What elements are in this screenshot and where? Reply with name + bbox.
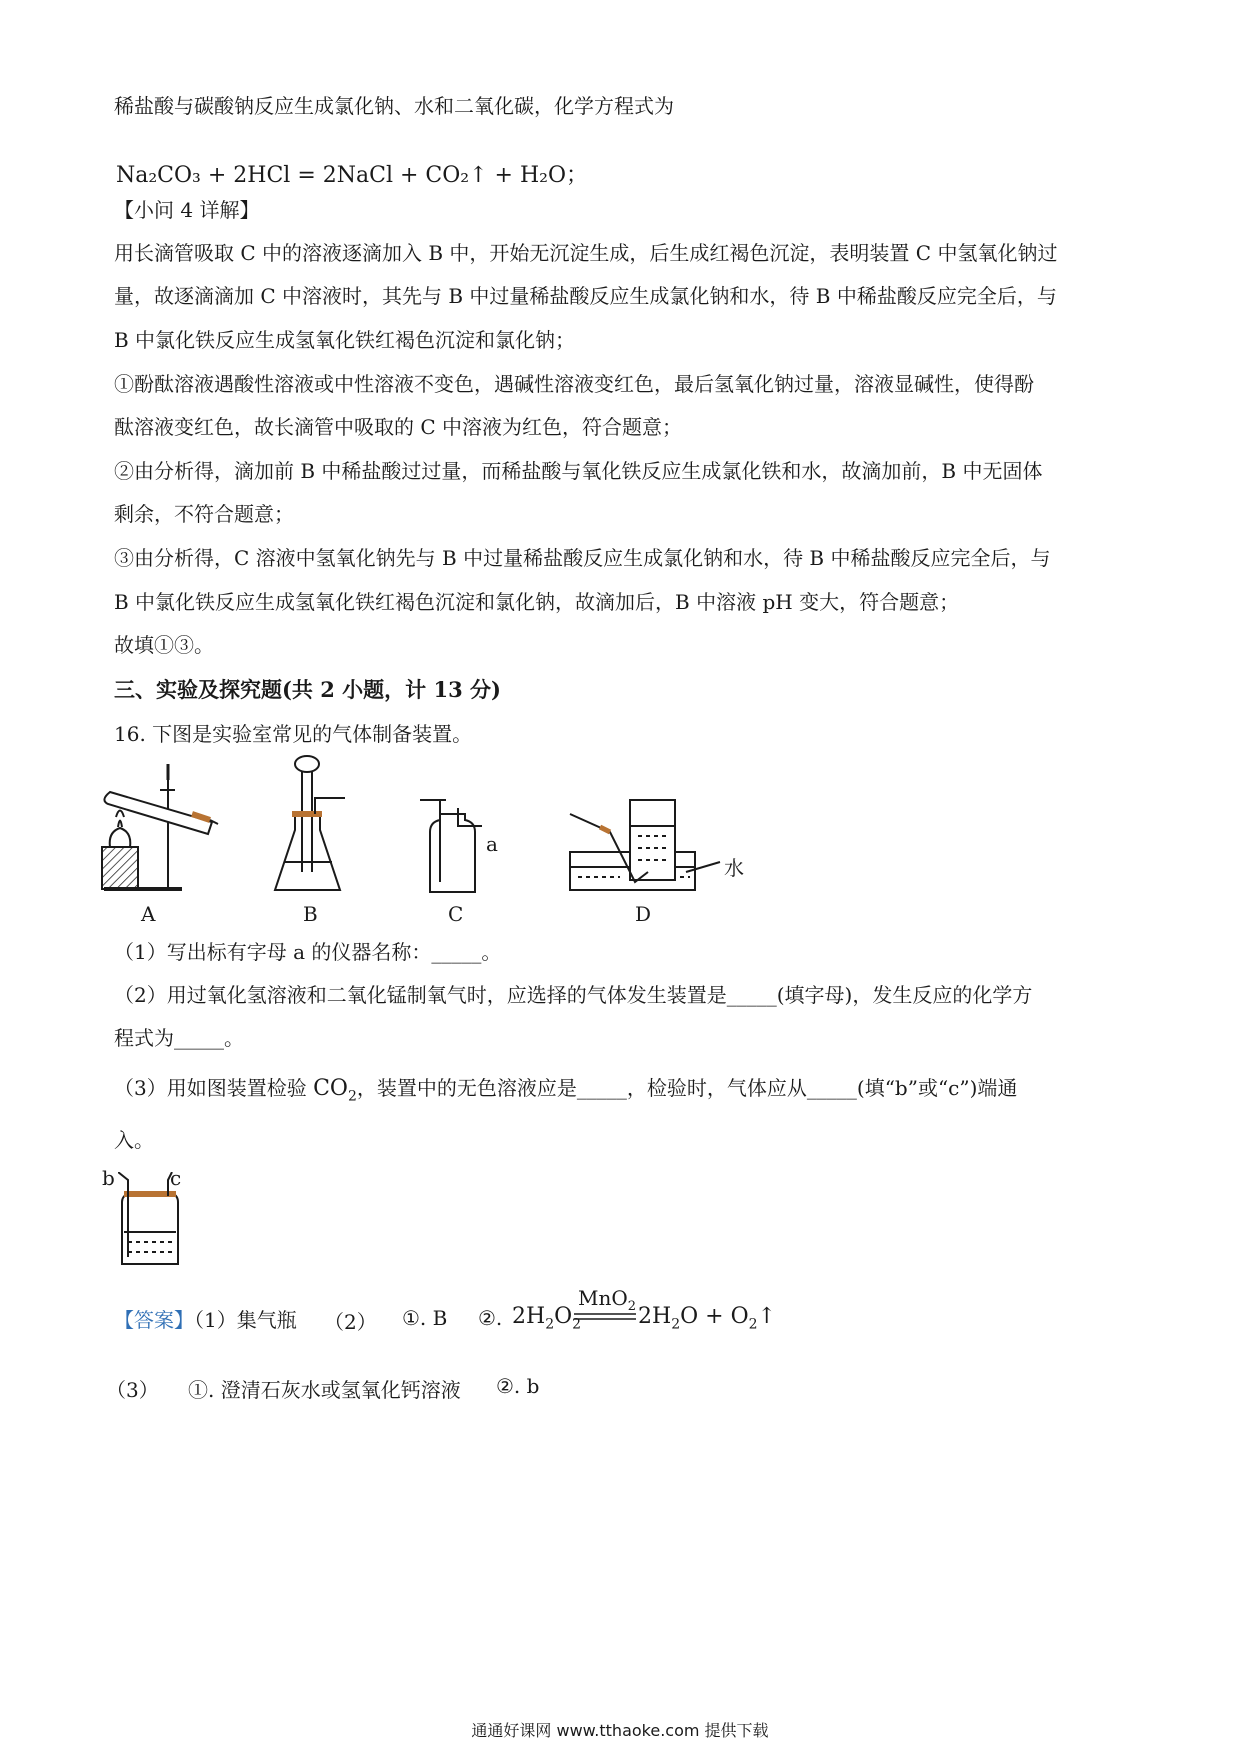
paragraph-line: 故填①③。 (114, 633, 214, 657)
paragraph: 稀盐酸与碳酸钠反应生成氯化钠、水和二氧化碳，化学方程式为 (114, 94, 674, 118)
equation-double-line (574, 1312, 636, 1322)
figure-label-b: B (303, 902, 318, 926)
page-footer: 通通好课网 www.tthaoke.com 提供下载 (471, 1721, 769, 1740)
apparatus-figure (100, 752, 820, 912)
answer-3-label: （3） (106, 1378, 159, 1402)
q3-prefix: （3）用如图装置检验 (114, 1076, 314, 1100)
eq-right-sub: 2 (671, 1316, 681, 1333)
paragraph-line: ③由分析得，C 溶液中氢氧化钠先与 B 中过量稀盐酸反应生成氯化钠和水，待 B 中稀盐酸反应完全后，与 (114, 546, 1051, 570)
paragraph-line: B 中氯化铁反应生成氢氧化铁红褐色沉淀和氯化钠，故滴加后，B 中溶液 pH 变大，符合题意； (114, 590, 960, 614)
answer-tag: 【答案】 (114, 1308, 194, 1332)
eq-right-h: 2H (638, 1304, 672, 1329)
bottle-label-c: c (170, 1166, 182, 1190)
paragraph-line: 量，故逐滴滴加 C 中溶液时，其先与 B 中过量稀盐酸反应生成氯化钠和水，待 B 中稀盐酸反应完全后，与 (114, 284, 1057, 308)
eq-left-h: 2H (512, 1304, 546, 1329)
label-a: a (486, 832, 498, 856)
answer-2-label: （2） (324, 1310, 377, 1334)
catalyst-sub: 2 (627, 1299, 637, 1314)
q3-suffix: ，装置中的无色溶液应是_____，检验时，气体应从_____(填“b”或“c”)端通 (356, 1076, 1018, 1100)
section-title: 三、实验及探究题(共 2 小题，计 13 分) (114, 677, 501, 702)
paragraph-line: B 中氯化铁反应生成氢氧化铁红褐色沉淀和氯化钠； (114, 328, 576, 352)
co2-formula (313, 1076, 357, 1105)
answer-2-1: ①. B (402, 1306, 448, 1330)
answer-1: （1）集气瓶 (194, 1308, 297, 1332)
chemical-equation: Na₂CO₃ + 2HCl = 2NaCl + CO₂↑ + H₂O； (116, 163, 589, 188)
subquestion-header: 【小问 4 详解】 (114, 198, 260, 222)
question-part-2-cont: 程式为_____。 (114, 1026, 244, 1050)
eq-right-sub2: 2 (748, 1316, 758, 1333)
question-stem: 16. 下图是实验室常见的气体制备装置。 (114, 722, 473, 746)
co2-sub: 2 (347, 1088, 357, 1105)
gas-washing-bottle (118, 1172, 198, 1272)
answer-equation-left (512, 1304, 581, 1332)
eq-left-sub2: 2 (572, 1316, 582, 1333)
paragraph-line: 酞溶液变红色，故长滴管中吸取的 C 中溶液为红色，符合题意； (114, 415, 683, 439)
eq-right-o: O + O (680, 1304, 749, 1329)
answer-3-1: ①. 澄清石灰水或氢氧化钙溶液 (188, 1378, 461, 1402)
co2-text: CO (313, 1076, 348, 1101)
paragraph-line: ①酚酞溶液遇酸性溶液或中性溶液不变色，遇碱性溶液变红色，最后氢氧化钠过量，溶液显碱性，使得酚 (114, 372, 1034, 396)
paragraph-line: 用长滴管吸取 C 中的溶液逐滴加入 B 中，开始无沉淀生成，后生成红褐色沉淀，表明装置 C 中氢氧化钠过 (114, 241, 1058, 265)
answer-3-2: ②. b (496, 1374, 540, 1398)
question-part-3 (114, 1074, 1129, 1110)
apparatus-d (570, 800, 720, 890)
label-water: 水 (724, 856, 744, 880)
apparatus-b (275, 756, 345, 890)
apparatus-a (102, 764, 218, 889)
figure-label-c: C (448, 902, 464, 926)
question-part-2: （2）用过氧化氢溶液和二氧化锰制氧气时，应选择的气体发生装置是_____(填字母)，发生反应的化学方 (114, 983, 1033, 1007)
figure-label-d: D (635, 902, 652, 926)
question-part-3-cont: 入。 (114, 1128, 154, 1152)
gas-arrow: ↑ (757, 1304, 776, 1329)
paragraph-line: 剩余，不符合题意； (114, 502, 294, 526)
answer-equation-right (638, 1304, 776, 1332)
catalyst-text: MnO (578, 1286, 628, 1310)
paragraph-line: ②由分析得，滴加前 B 中稀盐酸过过量，而稀盐酸与氧化铁反应生成氯化铁和水，故滴加前，B 中无固体 (114, 459, 1043, 483)
question-part-1: （1）写出标有字母 a 的仪器名称：_____。 (114, 940, 502, 964)
bottle-label-b: b (102, 1166, 115, 1190)
catalyst-label (578, 1286, 636, 1314)
answer-2-2-label: ②. (478, 1306, 503, 1330)
eq-left-o: O (554, 1304, 573, 1329)
apparatus-c (420, 800, 482, 892)
eq-left-sub1: 2 (545, 1316, 555, 1333)
figure-label-a: A (141, 902, 156, 926)
